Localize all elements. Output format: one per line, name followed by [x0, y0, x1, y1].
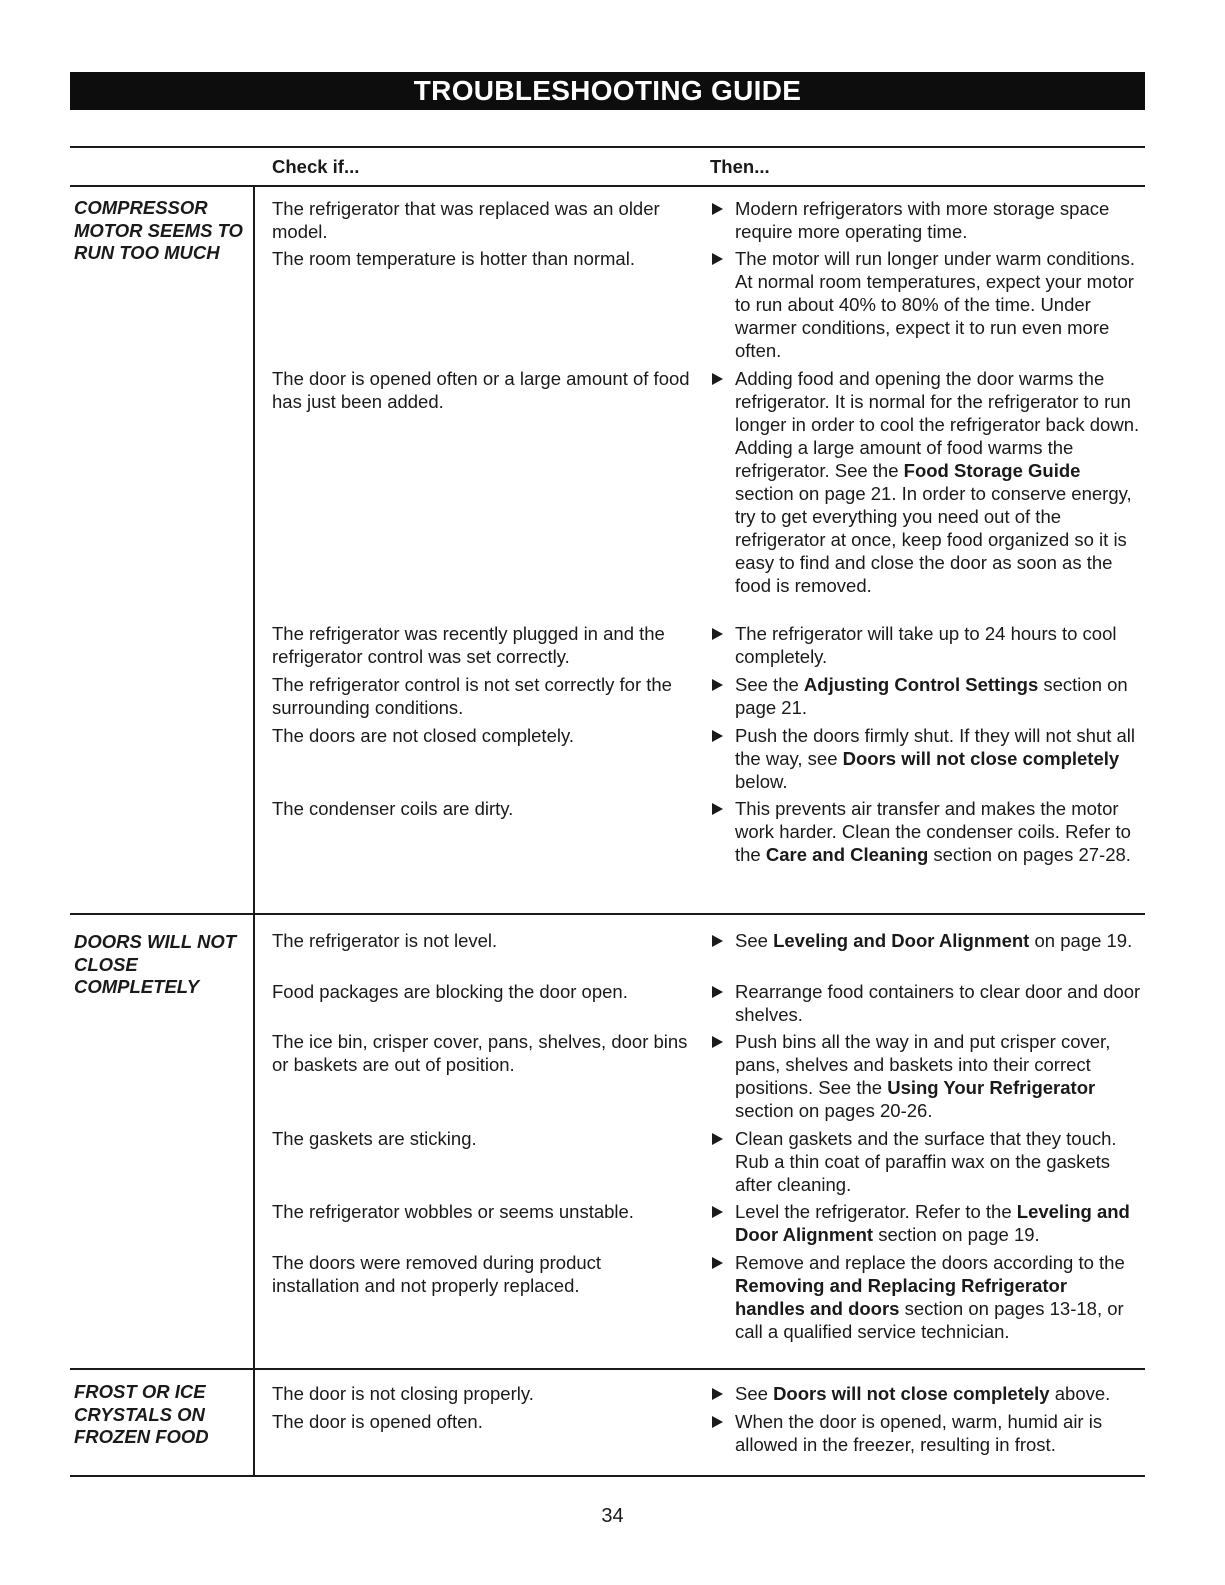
- check-cell: The doors are not closed completely.: [272, 725, 574, 746]
- column-header-then: Then...: [710, 156, 770, 177]
- triangle-bullet-icon: [712, 679, 723, 691]
- then-text-run: section on page 19.: [873, 1224, 1040, 1245]
- page-banner: TROUBLESHOOTING GUIDE: [70, 72, 1145, 110]
- then-text-bold-reference: Adjusting Control Settings: [803, 674, 1039, 695]
- triangle-bullet-icon: [712, 1257, 723, 1269]
- triangle-bullet-icon: [712, 628, 723, 640]
- then-text-bold-reference: Food Storage Guide: [903, 460, 1081, 481]
- triangle-bullet-icon: [712, 373, 723, 385]
- then-text: [735, 197, 1142, 243]
- check-cell: Food packages are blocking the door open.: [272, 981, 628, 1002]
- triangle-bullet-icon: [712, 1206, 723, 1218]
- then-cell: [712, 673, 1142, 719]
- then-text-bold-reference: Removing and Replacing Refrigerator handles and doors: [735, 1275, 1068, 1319]
- then-cell: [712, 929, 1142, 952]
- then-text-bold-reference: Leveling and Door Alignment: [773, 930, 1030, 951]
- then-text: [735, 724, 1142, 793]
- then-text-run: Remove and replace the doors according to the: [735, 1252, 1125, 1273]
- column-divider-3: [253, 1369, 255, 1476]
- triangle-bullet-icon: [712, 203, 723, 215]
- then-cell: [712, 1127, 1142, 1196]
- then-text-run: Push bins all the way in and put crisper cover, pans, shelves and baskets into their correct positions. See the: [735, 1031, 1111, 1098]
- then-text-run: section on pages 13-18, or call a qualified service technician.: [735, 1298, 1124, 1342]
- check-cell: The door is opened often.: [272, 1411, 483, 1432]
- then-text-run: The refrigerator will take up to 24 hours to cool completely.: [735, 623, 1117, 667]
- then-text: [735, 1410, 1142, 1456]
- triangle-bullet-icon: [712, 1388, 723, 1400]
- then-text-run: Push the doors firmly shut. If they will not shut all the way, see: [735, 725, 1135, 769]
- then-text-bold-reference: Using Your Refrigerator: [887, 1077, 1096, 1098]
- column-divider-2: [253, 915, 255, 1368]
- section-rule-2: [70, 1368, 1145, 1370]
- then-text: [735, 929, 1142, 952]
- then-text-bold-reference: Care and Cleaning: [765, 844, 929, 865]
- section-rule-1: [70, 913, 1145, 915]
- then-text-run: above.: [1049, 1383, 1111, 1404]
- header-top-rule: [70, 146, 1145, 148]
- then-text-run: section on page 21.: [735, 674, 1128, 718]
- triangle-bullet-icon: [712, 253, 723, 265]
- then-cell: [712, 197, 1142, 243]
- column-header-check: Check if...: [272, 156, 360, 177]
- then-text-bold-reference: Leveling and Door Alignment: [735, 1201, 1130, 1245]
- then-text-run: Adding food and opening the door warms the refrigerator. It is normal for the refrigerator to run longer in order to cool the refrigerator back down. Adding a large amount of food warms the refrigerator. See the: [735, 368, 1140, 481]
- then-text: [735, 622, 1142, 668]
- then-text: [735, 673, 1142, 719]
- then-text-bold-reference: Doors will not close completely: [773, 1383, 1050, 1404]
- triangle-bullet-icon: [712, 935, 723, 947]
- then-cell: [712, 724, 1142, 793]
- then-text-run: Level the refrigerator. Refer to the: [735, 1201, 1017, 1222]
- then-text: [735, 797, 1142, 866]
- table-bottom-rule: [70, 1475, 1145, 1477]
- then-cell: [712, 1251, 1142, 1343]
- then-cell: [712, 1410, 1142, 1456]
- then-text: [735, 247, 1142, 362]
- then-cell: [712, 367, 1142, 597]
- then-text-run: below.: [735, 771, 788, 792]
- then-text-run: section on pages 20-26.: [735, 1100, 933, 1121]
- then-cell: [712, 1030, 1142, 1122]
- header-bottom-rule: [70, 185, 1145, 187]
- column-divider-1: [253, 186, 255, 914]
- then-text-run: See the: [735, 674, 804, 695]
- then-cell: [712, 980, 1142, 1026]
- triangle-bullet-icon: [712, 1416, 723, 1428]
- then-text: [735, 1200, 1142, 1246]
- then-text: [735, 1382, 1152, 1405]
- then-text: [735, 980, 1142, 1026]
- triangle-bullet-icon: [712, 730, 723, 742]
- then-text-run: See: [735, 930, 774, 951]
- then-text: [735, 1030, 1142, 1122]
- problem-compressor-heading: COMPRESSOR MOTOR SEEMS TO RUN TOO MUCH: [74, 197, 243, 263]
- then-text-run: Modern refrigerators with more storage space require more operating time.: [735, 198, 1110, 242]
- triangle-bullet-icon: [712, 803, 723, 815]
- check-cell: The gaskets are sticking.: [272, 1128, 477, 1149]
- check-cell: The door is not closing properly.: [272, 1383, 534, 1404]
- then-text-run: See: [735, 1383, 774, 1404]
- check-cell: The ice bin, crisper cover, pans, shelves, door bins or baskets are out of position.: [272, 1031, 688, 1075]
- check-cell: The refrigerator was recently plugged in and the refrigerator control was set correctly.: [272, 623, 665, 667]
- then-text-run: Clean gaskets and the surface that they touch. Rub a thin coat of paraffin wax on the gaskets after cleaning.: [735, 1128, 1117, 1195]
- then-text-run: section on page 21. In order to conserve energy, try to get everything you need out of the refrigerator at once, keep food organized so it is easy to find and close the door as soon as the food is removed.: [735, 483, 1132, 596]
- then-text-run: section on pages 27-28.: [928, 844, 1131, 865]
- check-cell: The refrigerator is not level.: [272, 930, 498, 951]
- then-cell: [712, 1382, 1152, 1405]
- then-text-run: on page 19.: [1029, 930, 1133, 951]
- check-cell: The condenser coils are dirty.: [272, 798, 514, 819]
- then-cell: [712, 247, 1142, 362]
- problem-frost-heading: FROST OR ICE CRYSTALS ON FROZEN FOOD: [74, 1381, 209, 1447]
- then-cell: [712, 797, 1142, 866]
- triangle-bullet-icon: [712, 1133, 723, 1145]
- then-cell: [712, 622, 1142, 668]
- then-text: [735, 1251, 1142, 1343]
- then-text-run: This prevents air transfer and makes the motor work harder. Clean the condenser coils. Refer to the: [735, 798, 1131, 865]
- check-cell: The refrigerator that was replaced was an older model.: [272, 198, 660, 242]
- check-cell: The doors were removed during product installation and not properly replaced.: [272, 1252, 602, 1296]
- then-text: [735, 1127, 1142, 1196]
- then-text-run: The motor will run longer under warm conditions. At normal room temperatures, expect your motor to run about 40% to 80% of the time. Under warmer conditions, expect it to run even more often.: [735, 248, 1135, 361]
- check-cell: The door is opened often or a large amount of food has just been added.: [272, 368, 690, 412]
- check-cell: The refrigerator wobbles or seems unstable.: [272, 1201, 634, 1222]
- triangle-bullet-icon: [712, 986, 723, 998]
- then-text: [735, 367, 1142, 597]
- triangle-bullet-icon: [712, 1036, 723, 1048]
- check-cell: The room temperature is hotter than normal.: [272, 248, 635, 269]
- page-number: 34: [601, 1505, 624, 1527]
- then-text-bold-reference: Doors will not close completely: [842, 748, 1120, 769]
- check-cell: The refrigerator control is not set correctly for the surrounding conditions.: [272, 674, 672, 718]
- problem-doors-heading: DOORS WILL NOT CLOSE COMPLETELY: [74, 931, 237, 997]
- then-text-run: When the door is opened, warm, humid air is allowed in the freezer, resulting in frost.: [735, 1411, 1103, 1455]
- then-text-run: Rearrange food containers to clear door and door shelves.: [735, 981, 1141, 1025]
- then-cell: [712, 1200, 1142, 1246]
